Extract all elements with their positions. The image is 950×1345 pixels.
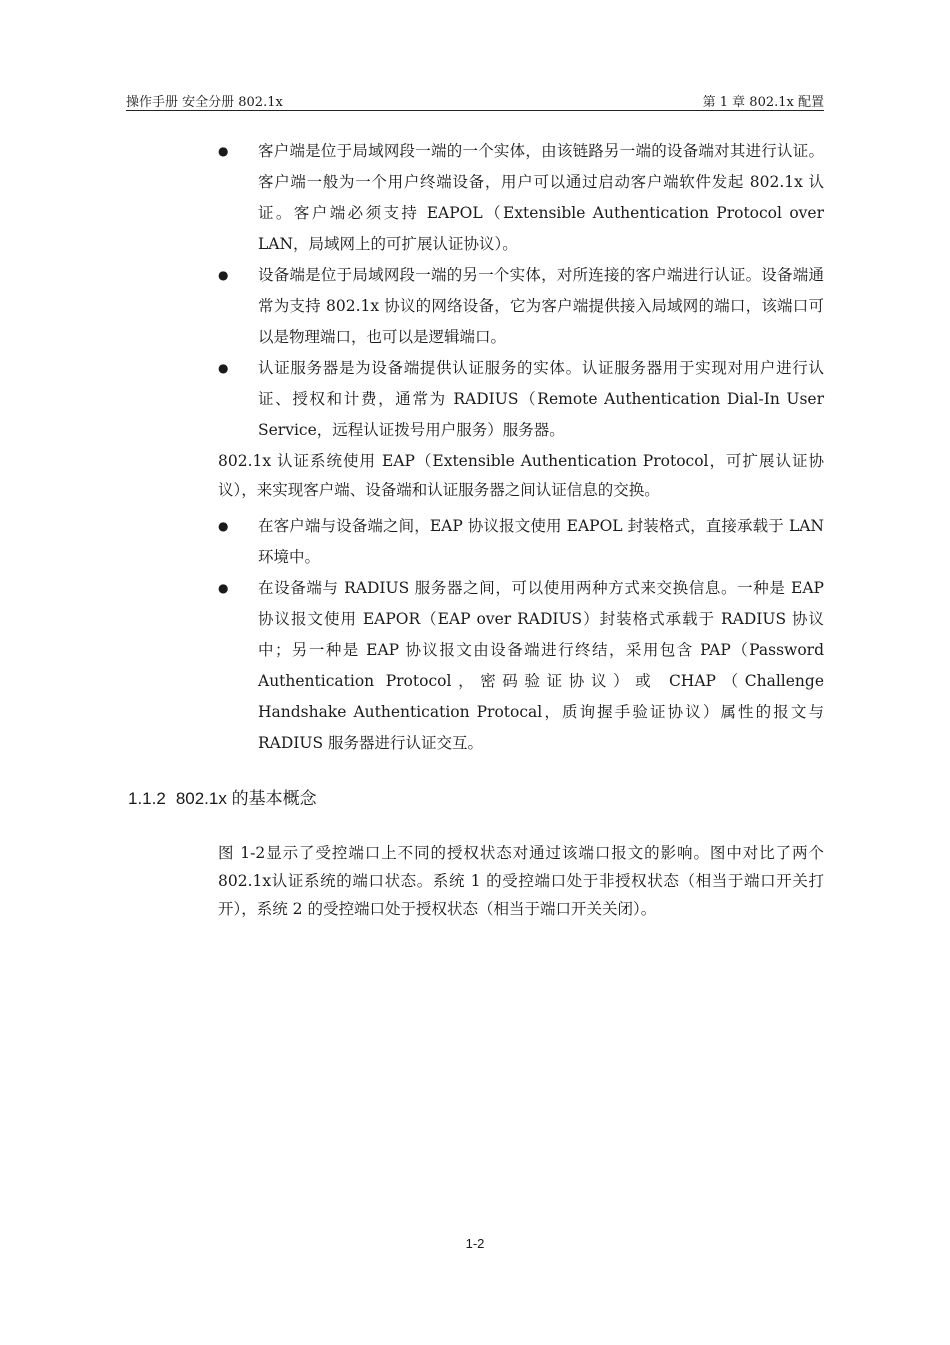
list-item — [218, 511, 824, 573]
list-item-text: 在设备端与 RADIUS 服务器之间，可以使用两种方式来交换信息。一种是 EAP 协议报文使用 EAPOR（EAP over RADIUS）封装格式承载于 RADIUS 协议中；另一种是 EAP 协议报文由设备端进行终结，采用包含 PAP（Password Authentication Protocol，密码验证协议）或 CHAP（Challenge Handshake Authentication Protocal，质询握手验证协议）属性的报文与 RADIUS 服务器进行认证交互。 — [258, 579, 824, 752]
section-title-text: 802.1x 的基本概念 — [175, 789, 317, 808]
list-item — [218, 136, 824, 260]
page-header — [126, 91, 824, 111]
bullet-icon: ● — [218, 268, 229, 282]
section-heading — [128, 784, 317, 809]
bullet-icon: ● — [218, 581, 229, 595]
list-item-text: 认证服务器是为设备端提供认证服务的实体。认证服务器用于实现对用户进行认证、授权和计费，通常为 RADIUS（Remote Authentication Dial-In User Service，远程认证拨号用户服务）服务器。 — [258, 359, 824, 439]
section-paragraph: 图 1-2显示了受控端口上不同的授权状态对通过该端口报文的影响。图中对比了两个 802.1x认证系统的端口状态。系统 1 的受控端口处于非授权状态（相当于端口开关打开），系统 2 的受控端口处于授权状态（相当于端口开关关闭）。 — [218, 843, 824, 918]
list-item — [218, 353, 824, 446]
bullet-icon: ● — [218, 144, 229, 158]
list-item-text: 客户端是位于局域网段一端的一个实体，由该链路另一端的设备端对其进行认证。客户端一般为一个用户终端设备，用户可以通过启动客户端软件发起 802.1x 认证。客户端必须支持 EAPOL（Extensible Authentication Protocol over LAN，局域网上的可扩展认证协议）。 — [258, 142, 824, 253]
bullet-icon: ● — [218, 361, 229, 375]
page-number: 1-2 — [465, 1236, 485, 1251]
header-left-title: 操作手册 安全分册 802.1x — [126, 95, 283, 110]
eap-paragraph: 802.1x 认证系统使用 EAP（Extensible Authentication Protocol，可扩展认证协议），来实现客户端、设备端和认证服务器之间认证信息的交换。 — [218, 452, 824, 499]
main-content — [218, 136, 824, 759]
list-item-text: 设备端是位于局域网段一端的另一个实体，对所连接的客户端进行认证。设备端通常为支持 802.1x 协议的网络设备，它为客户端提供接入局域网的端口，该端口可以是物理端口，也可以是逻辑端口。 — [258, 266, 824, 346]
bullet-list-eap — [218, 511, 824, 759]
section-number: 1.1.2 — [128, 789, 166, 808]
bullet-icon: ● — [218, 519, 229, 533]
list-item — [218, 573, 824, 759]
list-item — [218, 260, 824, 353]
list-item-text: 在客户端与设备端之间，EAP 协议报文使用 EAPOL 封装格式，直接承载于 LAN 环境中。 — [258, 517, 824, 566]
header-chapter-title: 第 1 章 802.1x 配置 — [702, 95, 824, 110]
bullet-list-components — [218, 136, 824, 446]
